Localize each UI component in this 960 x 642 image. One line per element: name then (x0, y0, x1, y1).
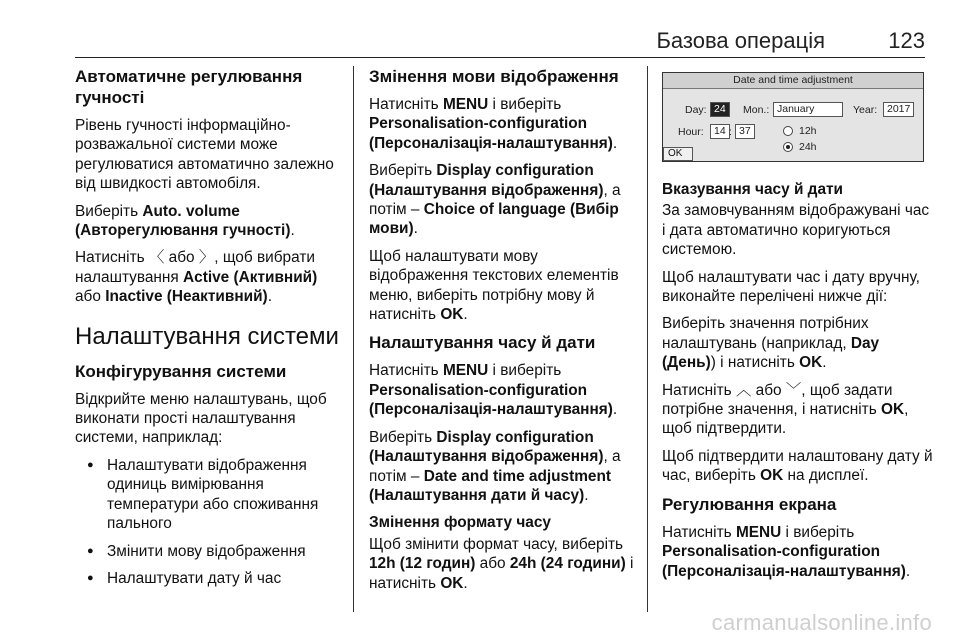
list-item: ● Змінити мову відображення (75, 542, 347, 561)
column-divider (353, 66, 354, 612)
radio-12h[interactable] (783, 126, 793, 136)
column-right (662, 66, 934, 589)
bullet-list (75, 456, 347, 588)
day-label: Day: (685, 104, 707, 116)
ok-button[interactable]: OK (663, 147, 693, 161)
page-number: 123 (888, 28, 925, 53)
paragraph: За замовчуванням відображувані час і дата автоматично коригуються системою. (662, 202, 930, 259)
paragraph: Натисніть ︿ або ﹀, щоб задати потрібне значення, і натисніть OK, щоб підтвердити. (662, 381, 909, 438)
paragraph: Натисніть MENU і виберіть Personalisation-configuration (Персоналізація-налаштування). (369, 362, 618, 419)
heading-screen-adjust: Регулювання екрана (662, 494, 837, 514)
list-item: ● Налаштувати дату й час (75, 569, 347, 588)
day-field[interactable]: 24 (710, 102, 730, 117)
heading-time-date: Налаштування часу й дати (369, 333, 596, 353)
hour-label: Hour: (678, 126, 704, 138)
month-label: Mon.: (743, 104, 770, 116)
watermark: carmanualsonline.info (711, 610, 932, 635)
date-time-screen-illustration (662, 72, 924, 162)
paragraph: Виберіть Display configuration (Налаштування відображення), а потім – Date and time adjustment (Налаштування дати й часу). (369, 428, 621, 504)
section-title: Базова операція (656, 28, 825, 53)
paragraph: Виберіть Auto. volume (Авторегулювання гучності). (75, 202, 295, 240)
paragraph: Відкрийте меню налаштувань, щоб виконати прості налаштування системи, наприклад: (75, 390, 327, 447)
column-left (75, 66, 347, 596)
paragraph: Щоб налаштувати мову відображення текстових елементів меню, виберіть потрібну мову й натисніть OK. (369, 247, 619, 324)
paragraph: Щоб змінити формат часу, виберіть 12h (12 годин) або 24h (24 години) і натисніть OK. (369, 535, 634, 592)
paragraph: Натисніть MENU і виберіть Personalisation-configuration (Персоналізація-налаштування). (662, 523, 911, 580)
paragraph: Щоб підтвердити налаштовану дату й час, виберіть OK на дисплеї. (662, 447, 933, 485)
heading-system-config: Конфігурування системи (75, 361, 287, 381)
column-middle (369, 66, 641, 601)
paragraph: Натисніть 〈 або 〉, щоб вибрати налаштування Active (Активний) або Inactive (Неактивний). (75, 249, 318, 306)
paragraph: Натисніть MENU і виберіть Personalisation-configuration (Персоналізація-налаштування). (369, 96, 618, 152)
radio-24h[interactable] (783, 142, 793, 152)
hour-field[interactable]: 14 (710, 124, 730, 139)
heading-display-time: Вказування часу й дати (662, 181, 844, 198)
chevron-down-icon: ﹀ (785, 381, 802, 399)
heading-time-format: Змінення формату часу (369, 514, 551, 532)
radio-24h-label: 24h (799, 141, 817, 153)
heading-language: Змінення мови відображення (369, 67, 619, 86)
year-field[interactable]: 2017 (883, 102, 914, 117)
column-divider (647, 66, 648, 612)
chevron-up-icon: ︿ (735, 381, 752, 399)
time-separator: : (729, 126, 732, 138)
heading-auto-volume: Автоматичне регулювання гучності (75, 67, 303, 107)
paragraph: Виберіть значення потрібних налаштувань (наприклад, Day (День)) і натисніть OK. (662, 315, 880, 372)
paragraph: Рівень гучності інформаційно-розважальної системи може регулюватися автоматично залежно від швидкості автомобіля. (75, 117, 334, 193)
radio-12h-label: 12h (799, 125, 817, 137)
month-field[interactable]: January (773, 102, 843, 117)
heading-system-settings: Налаштування системи (75, 322, 339, 350)
screen-title: Date and time adjustment (663, 73, 923, 89)
chevron-left-icon: 〈 (148, 249, 165, 267)
minute-field[interactable]: 37 (735, 124, 755, 139)
list-item: ● Налаштувати відображення одиниць вимірювання температури або споживання пального (75, 456, 347, 534)
year-label: Year: (853, 104, 878, 116)
page-header (75, 22, 925, 58)
chevron-right-icon: 〉 (198, 249, 215, 267)
paragraph: Щоб налаштувати час і дату вручну, виконайте перелічені нижче дії: (662, 268, 920, 306)
paragraph: Виберіть Display configuration (Налаштування відображення), а потім – Choice of language (Вибір мови). (369, 162, 621, 238)
